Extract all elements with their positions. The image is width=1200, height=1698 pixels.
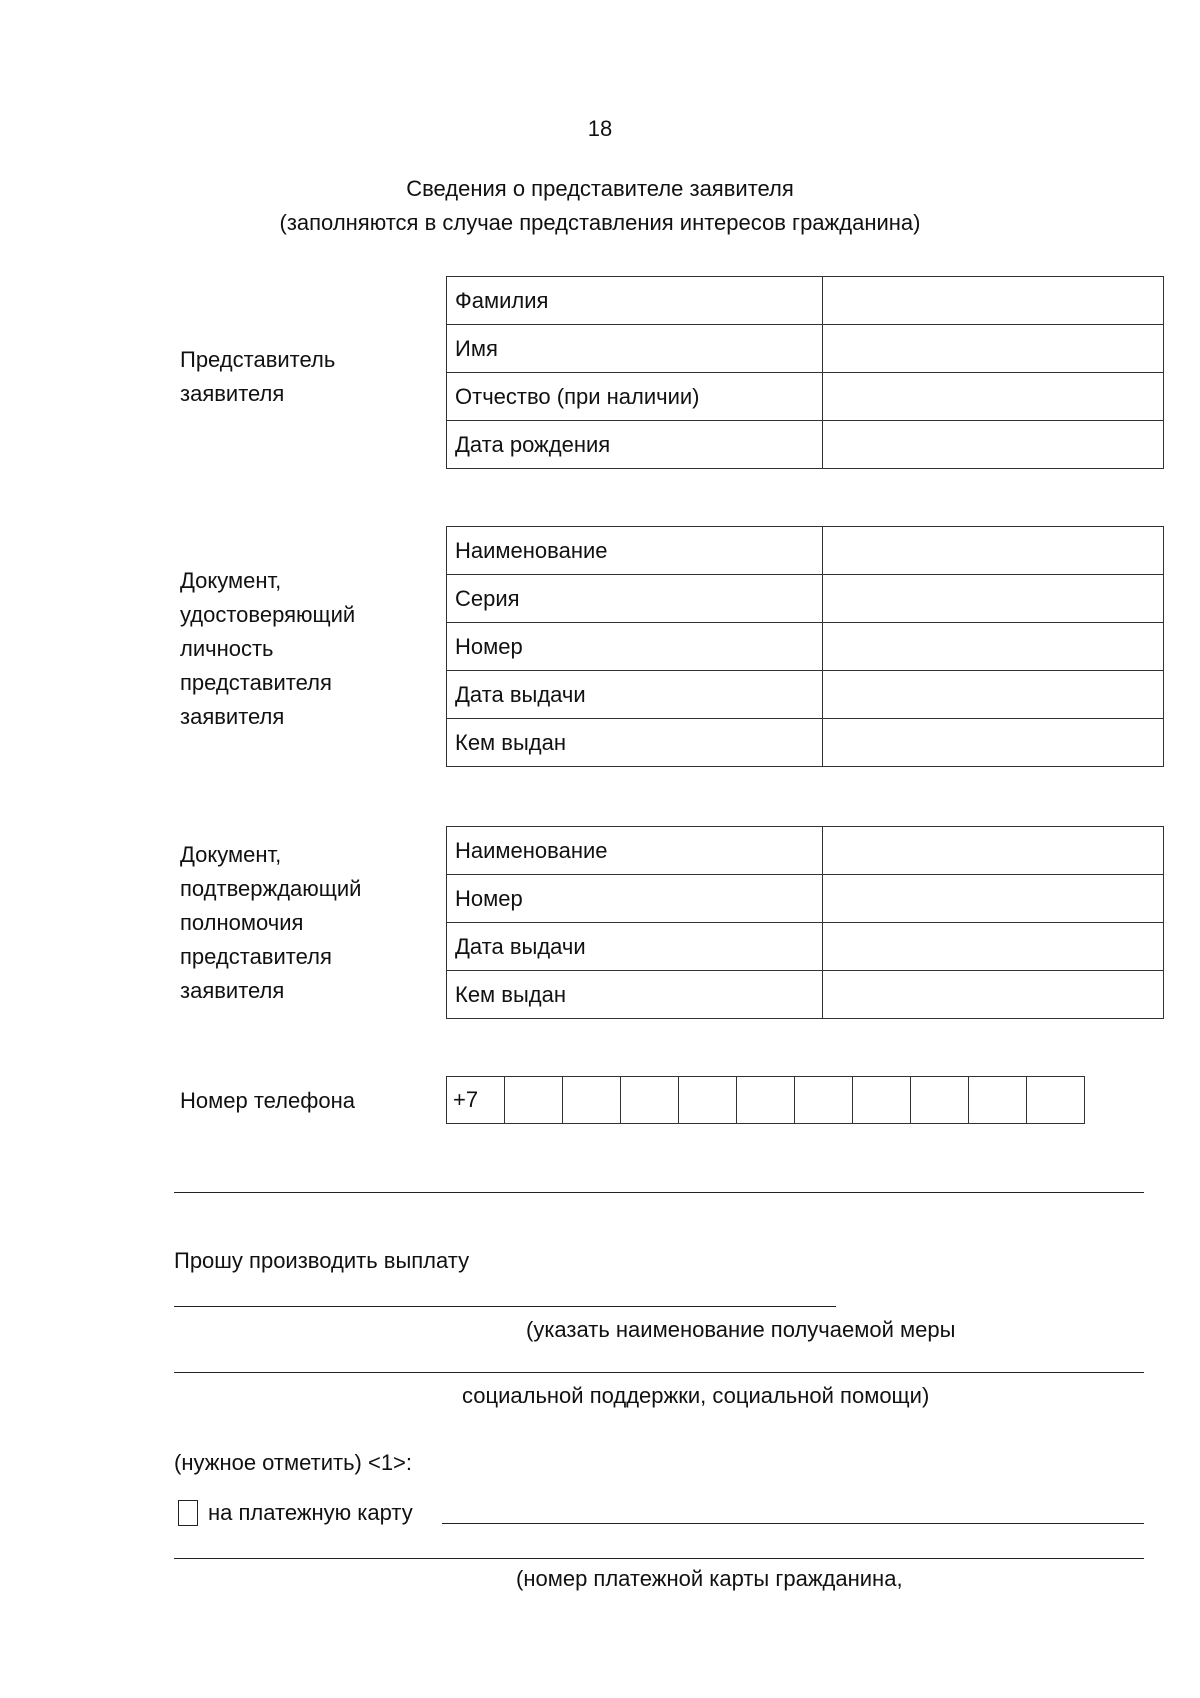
field-label-issued-by: Кем выдан: [447, 971, 823, 1019]
birthdate-input[interactable]: [823, 421, 1164, 469]
field-label-birthdate: Дата рождения: [447, 421, 823, 469]
field-label-issue-date: Дата выдачи: [447, 923, 823, 971]
identity-doc-label: [180, 564, 355, 734]
representative-label-line: Представитель: [180, 347, 336, 372]
card-number-line-2[interactable]: [174, 1558, 1144, 1559]
identity-doc-series-input[interactable]: [823, 575, 1164, 623]
authority-doc-label-line: полномочия: [180, 910, 304, 935]
table-row: [447, 875, 1164, 923]
field-label-issued-by: Кем выдан: [447, 719, 823, 767]
phone-label: Номер телефона: [180, 1088, 355, 1113]
name-input[interactable]: [823, 325, 1164, 373]
table-row: [447, 923, 1164, 971]
authority-doc-label-line: подтверждающий: [180, 876, 362, 901]
phone-digit-cell[interactable]: [563, 1076, 621, 1124]
table-row: [447, 373, 1164, 421]
form-title-line1: Сведения о представителе заявителя: [406, 176, 794, 201]
representative-label: [180, 343, 335, 411]
phone-prefix: +7: [447, 1076, 505, 1124]
authority-doc-number-input[interactable]: [823, 875, 1164, 923]
table-row: [447, 671, 1164, 719]
authority-doc-name-input[interactable]: [823, 827, 1164, 875]
representative-table: [446, 276, 1164, 469]
table-row: [447, 277, 1164, 325]
table-row: [447, 527, 1164, 575]
phone-digit-cell[interactable]: [737, 1076, 795, 1124]
form-title-line2: (заполняются в случае представления интересов гражданина): [279, 210, 921, 235]
phone-digit-cell[interactable]: [911, 1076, 969, 1124]
field-label-series: Серия: [447, 575, 823, 623]
phone-grid: [446, 1076, 1085, 1124]
page-number: 18: [587, 116, 613, 141]
field-label-doc-name: Наименование: [447, 527, 823, 575]
table-row: [447, 719, 1164, 767]
field-label-number: Номер: [447, 875, 823, 923]
table-row: [447, 325, 1164, 373]
identity-doc-table: [446, 526, 1164, 767]
identity-doc-name-input[interactable]: [823, 527, 1164, 575]
measure-name-line[interactable]: [174, 1306, 836, 1307]
authority-doc-table: [446, 826, 1164, 1019]
measure-hint-line1: (указать наименование получаемой меры: [526, 1317, 956, 1342]
field-label-number: Номер: [447, 623, 823, 671]
authority-doc-label-line: заявителя: [180, 978, 285, 1003]
table-row: [447, 623, 1164, 671]
identity-doc-issued-by-input[interactable]: [823, 719, 1164, 767]
field-label-surname: Фамилия: [447, 277, 823, 325]
field-label-patronymic: Отчество (при наличии): [447, 373, 823, 421]
identity-doc-issue-date-input[interactable]: [823, 671, 1164, 719]
authority-doc-label-line: Документ,: [180, 842, 282, 867]
measure-name-line-2[interactable]: [174, 1372, 1144, 1373]
identity-doc-label-line: представителя: [180, 670, 332, 695]
separator-line: [174, 1192, 1144, 1193]
identity-doc-label-line: удостоверяющий: [180, 602, 356, 627]
table-row: [447, 575, 1164, 623]
payment-request-text: Прошу производить выплату: [174, 1248, 470, 1273]
authority-doc-issue-date-input[interactable]: [823, 923, 1164, 971]
mark-needed-text: (нужное отметить) <1>:: [174, 1450, 413, 1475]
phone-digit-cell[interactable]: [853, 1076, 911, 1124]
table-row: [447, 421, 1164, 469]
form-title: [0, 172, 1200, 240]
authority-doc-label-line: представителя: [180, 944, 332, 969]
table-row: [447, 827, 1164, 875]
measure-hint-line2: социальной поддержки, социальной помощи): [462, 1383, 930, 1408]
identity-doc-number-input[interactable]: [823, 623, 1164, 671]
authority-doc-issued-by-input[interactable]: [823, 971, 1164, 1019]
identity-doc-label-line: Документ,: [180, 568, 282, 593]
authority-doc-label: [180, 838, 361, 1008]
field-label-name: Имя: [447, 325, 823, 373]
phone-digit-cell[interactable]: [1027, 1076, 1085, 1124]
identity-doc-label-line: личность: [180, 636, 274, 661]
phone-digit-cell[interactable]: [679, 1076, 737, 1124]
phone-digit-cell[interactable]: [969, 1076, 1027, 1124]
card-hint-text: (номер платежной карты гражданина,: [516, 1566, 903, 1591]
card-number-line[interactable]: [442, 1523, 1144, 1524]
phone-digit-cell[interactable]: [505, 1076, 563, 1124]
field-label-issue-date: Дата выдачи: [447, 671, 823, 719]
identity-doc-label-line: заявителя: [180, 704, 285, 729]
card-checkbox[interactable]: [178, 1500, 198, 1526]
patronymic-input[interactable]: [823, 373, 1164, 421]
field-label-doc-name: Наименование: [447, 827, 823, 875]
surname-input[interactable]: [823, 277, 1164, 325]
phone-digit-cell[interactable]: [621, 1076, 679, 1124]
option-card-label: на платежную карту: [208, 1500, 413, 1525]
table-row: [447, 971, 1164, 1019]
phone-digit-cell[interactable]: [795, 1076, 853, 1124]
representative-label-line: заявителя: [180, 381, 285, 406]
